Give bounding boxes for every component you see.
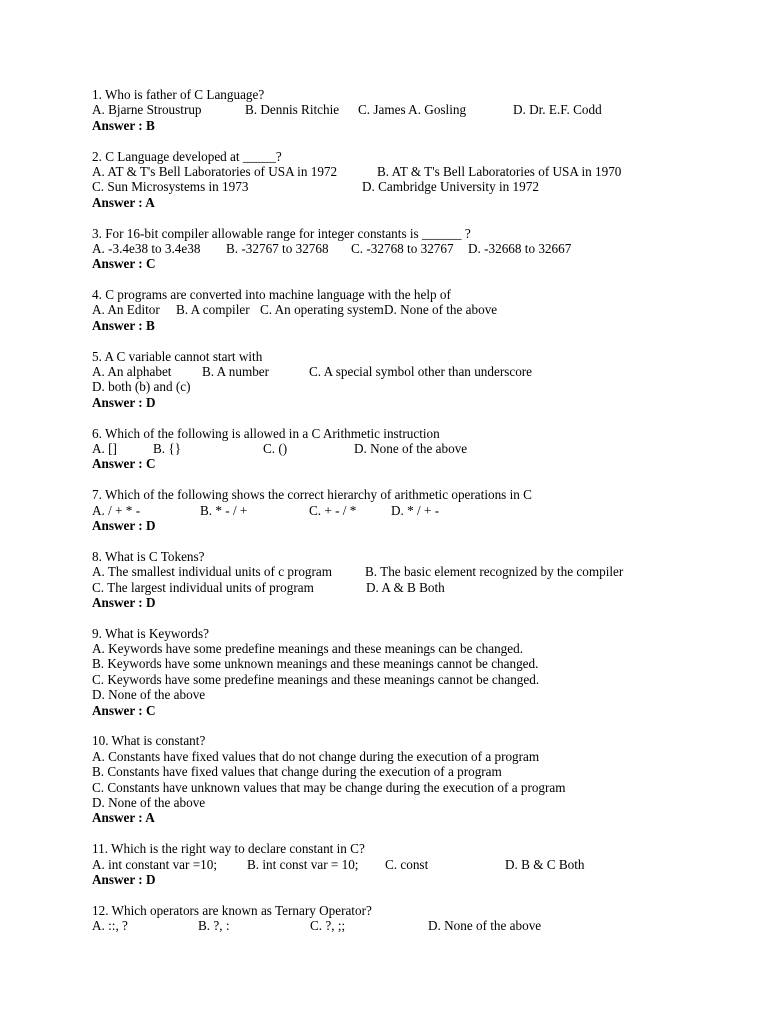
question-text: 5. A C variable cannot start with [92, 348, 263, 364]
answer-option: C. + - / * [309, 502, 357, 518]
question-text: 2. C Language developed at _____? [92, 148, 282, 164]
answer-option: C. Sun Microsystems in 1973 [92, 179, 249, 195]
question-text: 7. Which of the following shows the correct hierarchy of arithmetic operations in C [92, 487, 532, 503]
option-line [92, 780, 752, 795]
option-line [92, 441, 752, 456]
option-line [92, 656, 752, 671]
answer-option: B. ?, : [198, 918, 230, 934]
question-block [92, 626, 752, 718]
question-block [92, 349, 752, 411]
option-line [92, 795, 752, 810]
answer-option: D. B & C Both [505, 856, 585, 872]
answer-option: D. Dr. E.F. Codd [513, 102, 602, 118]
answer-option: B. AT & T's Bell Laboratories of USA in 1970 [377, 163, 622, 179]
question-text: 11. Which is the right way to declare constant in C? [92, 841, 365, 857]
answer-key: Answer : B [92, 117, 155, 133]
answer-option: B. * - / + [200, 502, 248, 518]
answer-option: A. int constant var =10; [92, 856, 218, 872]
option-line [92, 102, 752, 117]
answer-key: Answer : C [92, 702, 156, 718]
question-block [92, 549, 752, 611]
answer-option: B. The basic element recognized by the compiler [365, 564, 624, 580]
answer-key: Answer : D [92, 594, 156, 610]
answer-option: C. ?, ;; [310, 918, 346, 934]
question-block [92, 426, 752, 472]
answer-option: B. {} [153, 440, 182, 456]
answer-key: Answer : D [92, 394, 156, 410]
question-text: 1. Who is father of C Language? [92, 87, 265, 102]
question-block [92, 226, 752, 272]
answer-option: D. Cambridge University in 1972 [362, 179, 539, 195]
question-text: 6. Which of the following is allowed in a C Arithmetic instruction [92, 425, 440, 441]
question-block [92, 487, 752, 533]
question-document [92, 87, 752, 949]
question-text: 10. What is constant? [92, 733, 206, 749]
option-line [92, 749, 752, 764]
question-text: 8. What is C Tokens? [92, 548, 205, 564]
option-line [92, 687, 752, 702]
answer-option: A. / + * - [92, 502, 141, 518]
answer-option: C. -32768 to 32767 [351, 240, 454, 256]
answer-key: Answer : D [92, 517, 156, 533]
question-text: 12. Which operators are known as Ternary Operator? [92, 902, 372, 918]
answer-key: Answer : B [92, 317, 155, 333]
option-line [92, 302, 752, 317]
answer-option: B. A compiler [176, 302, 250, 318]
answer-option: A. An alphabet [92, 364, 172, 380]
answer-option: D. None of the above [384, 302, 498, 318]
answer-option: A. AT & T's Bell Laboratories of USA in 1972 [92, 163, 338, 179]
option-line [92, 364, 752, 379]
question-block [92, 87, 752, 133]
answer-option: A. -3.4e38 to 3.4e38 [92, 240, 201, 256]
question-block [92, 287, 752, 333]
answer-option: D. both (b) and (c) [92, 379, 191, 395]
option-line [92, 764, 752, 779]
answer-option: B. A number [202, 364, 270, 380]
option-line [92, 918, 752, 933]
answer-option: B. Constants have fixed values that change during the execution of a program [92, 764, 502, 780]
answer-option: C. A special symbol other than underscore [309, 364, 533, 380]
question-block [92, 733, 752, 825]
answer-option: A. Constants have fixed values that do not change during the execution of a program [92, 748, 540, 764]
answer-option: C. An operating system [260, 302, 384, 318]
answer-option: C. () [263, 440, 288, 456]
answer-option: C. Constants have unknown values that may be change during the execution of a program [92, 779, 566, 795]
option-line [92, 641, 752, 656]
answer-option: C. Keywords have some predefine meanings and these meanings cannot be changed. [92, 671, 540, 687]
question-text: 3. For 16-bit compiler allowable range for integer constants is ______ ? [92, 225, 471, 241]
option-line [92, 564, 752, 579]
option-line [92, 379, 752, 394]
question-block [92, 903, 752, 934]
option-line [92, 164, 752, 179]
question-text: 9. What is Keywords? [92, 625, 209, 641]
answer-key: Answer : C [92, 256, 156, 272]
answer-option: A. Bjarne Stroustrup [92, 102, 202, 118]
answer-option: D. A & B Both [366, 579, 445, 595]
option-line [92, 580, 752, 595]
answer-option: D. None of the above [354, 440, 468, 456]
answer-key: Answer : C [92, 456, 156, 472]
question-text: 4. C programs are converted into machine language with the help of [92, 287, 451, 303]
answer-option: A. Keywords have some predefine meanings and these meanings can be changed. [92, 641, 524, 657]
answer-option: A. The smallest individual units of c program [92, 564, 333, 580]
option-line [92, 857, 752, 872]
option-line [92, 241, 752, 256]
answer-option: D. -32668 to 32667 [468, 240, 572, 256]
option-line [92, 672, 752, 687]
answer-option: D. None of the above [92, 687, 206, 703]
answer-option: B. Keywords have some unknown meanings and these meanings cannot be changed. [92, 656, 539, 672]
answer-option: A. [] [92, 440, 117, 456]
answer-key: Answer : A [92, 810, 155, 826]
option-line [92, 503, 752, 518]
answer-option: D. None of the above [92, 794, 206, 810]
answer-option: D. * / + - [391, 502, 440, 518]
answer-key: Answer : A [92, 194, 155, 210]
question-block [92, 149, 752, 211]
answer-option: D. None of the above [428, 918, 542, 934]
answer-option: C. const [385, 856, 429, 872]
answer-key: Answer : D [92, 871, 156, 887]
answer-option: B. -32767 to 32768 [226, 240, 329, 256]
answer-option: C. The largest individual units of program [92, 579, 314, 595]
answer-option: B. int const var = 10; [247, 856, 359, 872]
question-block [92, 841, 752, 887]
answer-option: C. James A. Gosling [358, 102, 467, 118]
option-line [92, 179, 752, 194]
answer-option: B. Dennis Ritchie [245, 102, 340, 118]
answer-option: A. An Editor [92, 302, 160, 318]
answer-option: A. ::, ? [92, 918, 128, 934]
